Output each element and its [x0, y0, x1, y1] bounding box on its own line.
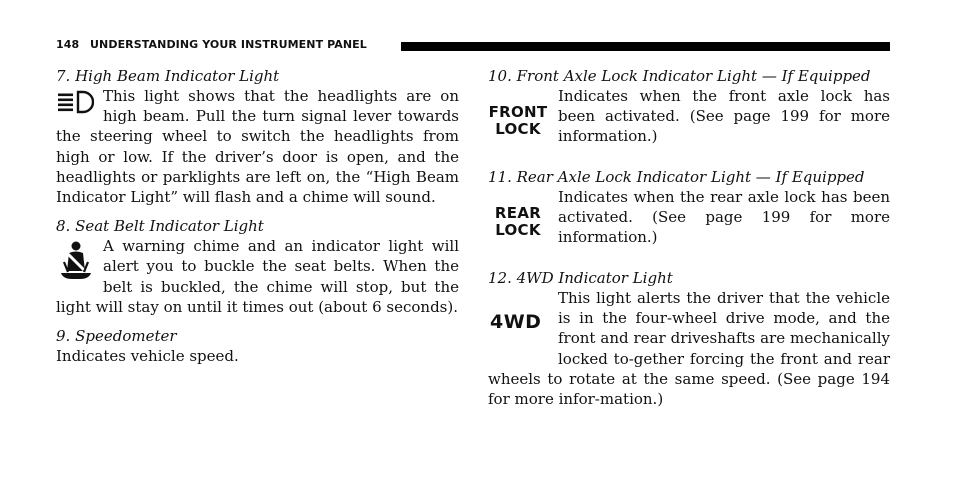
section-rear-axle-lock — [488, 167, 890, 268]
section-body-wrapper — [488, 288, 890, 409]
icon-label-line2: LOCK — [495, 120, 541, 138]
section-high-beam — [56, 66, 459, 207]
section-row — [488, 86, 890, 167]
section-body: Indicates when the front axle lock has been activated. (See page 199 for more information.) — [558, 87, 890, 146]
section-body: This light alerts the driver that the vehicle is in the four-wheel drive mode, and the front and rear driveshafts are mechanically locked to-gether forcing the front and rear wheels to rotate at the same speed. (See page 194 for more infor-mation.) — [488, 289, 890, 409]
section-title: 7. High Beam Indicator Light — [56, 67, 280, 85]
left-column — [56, 66, 459, 366]
section-title: 9. Speedometer — [56, 327, 177, 346]
section-title: 10. Front Axle Lock Indicator Light — If Equipped — [488, 67, 871, 85]
section-seat-belt — [56, 216, 459, 317]
right-column — [488, 66, 890, 409]
section-title: 8. Seat Belt Indicator Light — [56, 217, 264, 236]
page-header — [56, 38, 890, 52]
fourwd-icon: 4WD — [490, 311, 542, 333]
section-body: Indicates vehicle speed. — [56, 347, 239, 366]
section-body-wrapper — [56, 236, 459, 317]
section-4wd — [488, 268, 890, 409]
section-body: Indicates when the rear axle lock has been activated. (See page 199 for more information.) — [558, 188, 890, 247]
page-number: 148 — [56, 38, 80, 51]
icon-label-line1: FRONT — [488, 103, 548, 121]
section-front-axle-lock — [488, 66, 890, 167]
section-title: 11. Rear Axle Lock Indicator Light — If Equipped — [488, 168, 865, 186]
section-speedometer — [56, 326, 459, 366]
section-body: A warning chime and an indicator light will alert you to buckle the seat belts. When the belt is buckled, the chime will stop, but the light will stay on until it times out (about 6 seconds). — [56, 237, 459, 316]
section-body: This light shows that the headlights are on high beam. Pull the turn signal lever towards the steering wheel to switch the headlights from high or low. If the driver’s door is open, and the headlights or parklights are left on, the “High Beam Indicator Light” will flash and a chime will sound. — [56, 87, 459, 207]
section-body-wrapper — [56, 86, 459, 207]
front-lock-icon — [488, 104, 548, 138]
icon-label-line1: REAR — [494, 204, 542, 222]
header-title: UNDERSTANDING YOUR INSTRUMENT PANEL — [90, 38, 367, 51]
section-title: 12. 4WD Indicator Light — [488, 269, 673, 287]
icon-label-line2: LOCK — [495, 221, 541, 239]
rear-lock-icon — [488, 205, 548, 239]
header-rule — [401, 42, 890, 51]
section-row — [488, 187, 890, 268]
